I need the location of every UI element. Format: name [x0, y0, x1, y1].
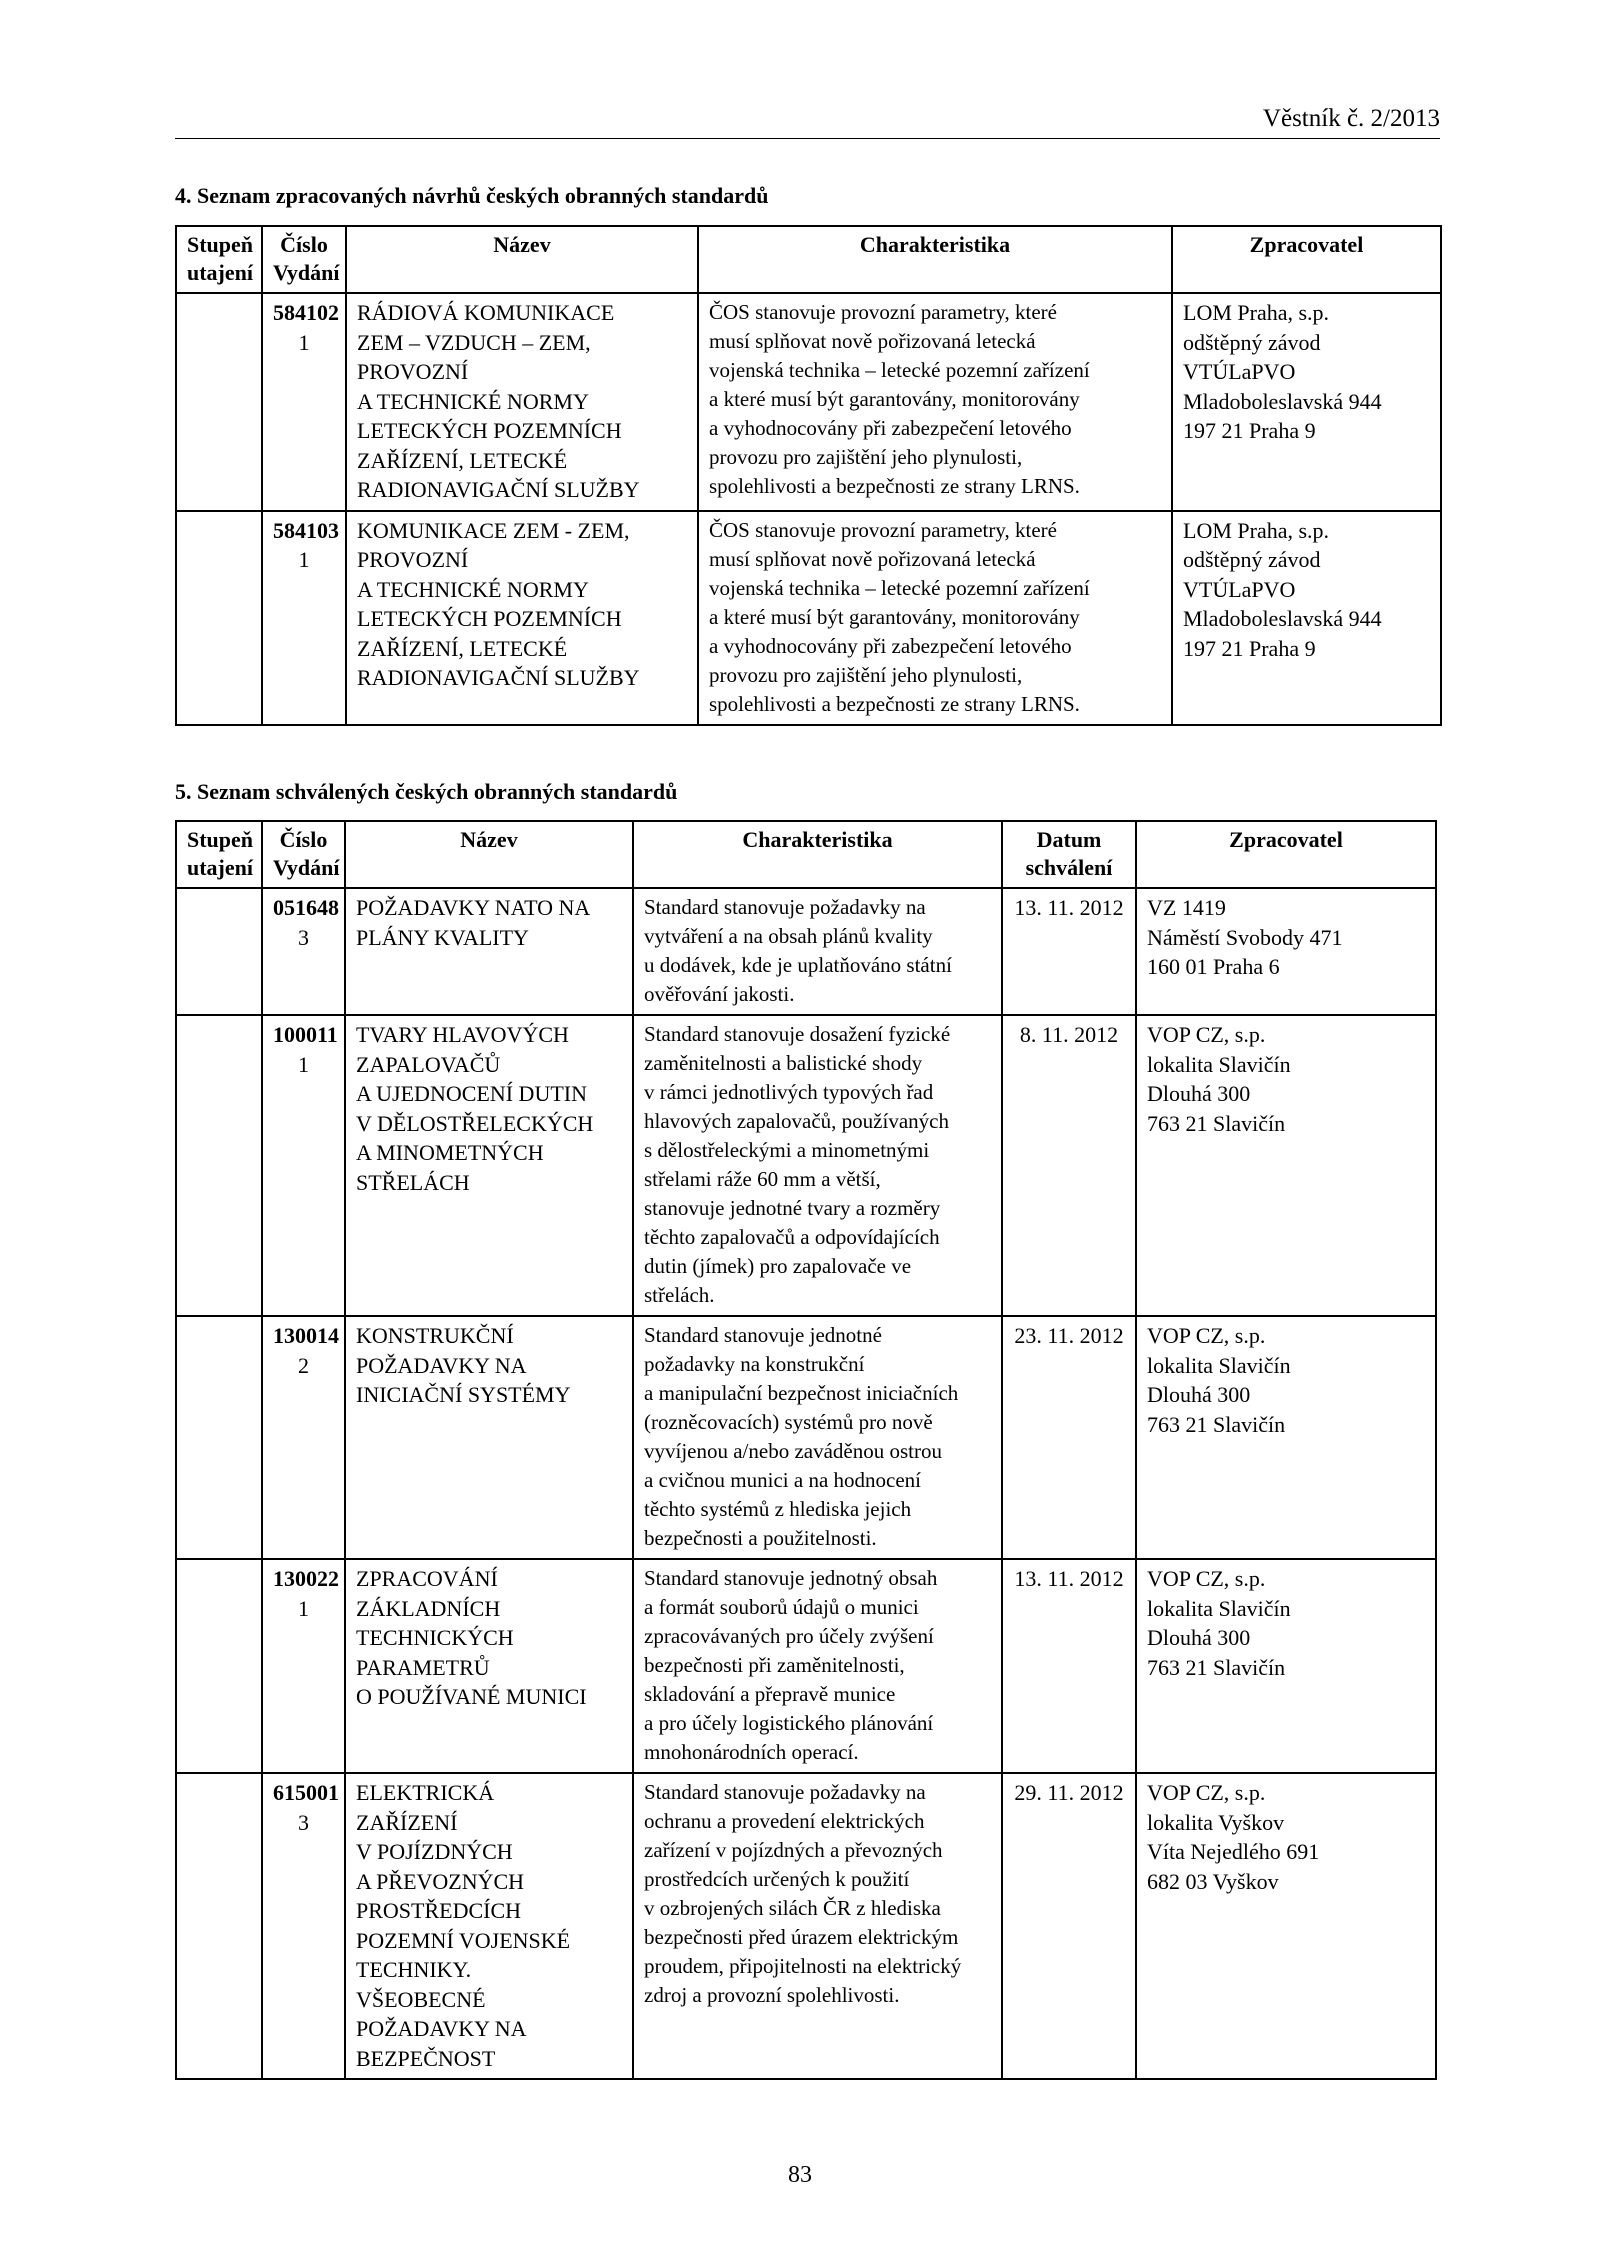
characteristics-cell	[633, 1773, 1002, 2079]
standard-number: 584102	[273, 300, 339, 325]
processor-cell	[1136, 1559, 1436, 1773]
draft-standards-body	[176, 293, 1441, 725]
cell-line: VTÚLaPVO	[1183, 359, 1296, 384]
cell-line: hlavových zapalovačů, používaných	[644, 1109, 949, 1133]
cell-line: skladování a přepravě munice	[644, 1682, 896, 1706]
cell-line: lokalita Slavičín	[1147, 1595, 1291, 1621]
cell-line: ZAŘÍZENÍ, LETECKÉ	[357, 635, 568, 661]
table-header-row	[176, 821, 1436, 888]
processor-cell-lines	[1147, 1564, 1425, 1682]
cell-line: vytváření a na obsah plánů kvality	[644, 924, 933, 948]
cell-line: střelách.	[644, 1283, 715, 1307]
cell-line: zdroj a provozní spolehlivosti.	[644, 1983, 900, 2007]
cell-line: lokalita Vyškov	[1147, 1809, 1285, 1835]
cell-line: RÁDIOVÁ KOMUNIKACE	[357, 300, 615, 325]
cell-line: v ozbrojených silách ČR z hlediska	[644, 1896, 941, 1920]
processor-cell-lines	[1183, 298, 1430, 446]
col-approval-date-header	[1002, 821, 1136, 888]
edition-number: 2	[298, 1352, 309, 1378]
cell-line: lokalita Slavičín	[1147, 1352, 1291, 1378]
cell-line: bezpečnosti při zaměnitelnosti,	[644, 1653, 905, 1677]
header-line: Stupeň	[187, 827, 254, 852]
classification-cell	[176, 1773, 262, 2079]
standard-number-lines	[273, 1321, 339, 1380]
standard-number: 100011	[273, 1022, 338, 1047]
characteristics-cell	[698, 293, 1172, 511]
col-processor-header: Zpracovatel	[1136, 821, 1436, 888]
cell-line: provozu pro zajištění jeho plynulosti,	[709, 662, 1023, 687]
cell-line: A TECHNICKÉ NORMY	[357, 388, 589, 414]
classification-cell	[176, 888, 262, 1015]
standard-number-lines	[273, 1778, 339, 1837]
approval-date-cell: 8. 11. 2012	[1002, 1015, 1136, 1316]
cell-line: požadavky na konstrukční	[644, 1352, 865, 1376]
cell-line: RADIONAVIGAČNÍ SLUŽBY	[357, 477, 640, 502]
characteristics-cell	[633, 888, 1002, 1015]
cell-line: vojenská technika – letecké pozemní zařízení	[709, 575, 1090, 600]
title-cell	[346, 511, 698, 725]
cell-line: A TECHNICKÉ NORMY	[357, 576, 589, 602]
cell-line: mnohonárodních operací.	[644, 1740, 859, 1764]
cell-line: V DĚLOSTŘELECKÝCH	[356, 1110, 594, 1136]
cell-line: Standard stanovuje jednotné	[644, 1323, 882, 1347]
cell-line: POŽADAVKY NA	[356, 1352, 527, 1378]
standard-number-lines	[273, 298, 339, 357]
cell-line: ochranu a provedení elektrických	[644, 1809, 925, 1833]
col-title-header: Název	[345, 821, 633, 888]
col-classification-header	[176, 821, 262, 888]
cell-line: A UJEDNOCENÍ DUTIN	[356, 1081, 587, 1106]
cell-line: střelami ráže 60 mm a větší,	[644, 1167, 881, 1191]
approved-standards-body	[176, 888, 1436, 2079]
standard-number-cell	[262, 511, 346, 725]
cell-line: 682 03 Vyškov	[1147, 1868, 1279, 1894]
standard-number-cell	[262, 1316, 345, 1559]
cell-line: a cvičnou munici a na hodnocení	[644, 1468, 921, 1492]
cell-line: vojenská technika – letecké pozemní zařízení	[709, 358, 1090, 382]
processor-cell	[1172, 293, 1441, 511]
cell-line: (rozněcovacích) systémů pro nově	[644, 1410, 933, 1434]
cell-line: ověřování jakosti.	[644, 982, 795, 1006]
cell-line: 197 21 Praha 9	[1183, 635, 1316, 661]
cell-line: TECHNIKY.	[356, 1957, 472, 1982]
cell-line: musí splňovat nově pořizovaná letecká	[709, 546, 1036, 571]
processor-cell-lines	[1147, 1778, 1425, 1896]
cell-line: LOM Praha, s.p.	[1183, 300, 1330, 325]
cell-line: odštěpný závod	[1183, 329, 1321, 355]
cell-line: a vyhodnocovány při zabezpečení letového	[709, 416, 1072, 440]
characteristics-cell-lines	[709, 298, 1161, 501]
cell-line: musí splňovat nově pořizovaná letecká	[709, 329, 1036, 353]
cell-line: zařízení v pojízdných a převozných	[644, 1838, 943, 1862]
standard-number: 584103	[273, 517, 339, 543]
title-cell-lines	[356, 1321, 622, 1410]
cell-line: POŽADAVKY NA	[356, 2016, 527, 2041]
characteristics-cell	[633, 1015, 1002, 1316]
approval-date-cell: 13. 11. 2012	[1002, 1559, 1136, 1773]
cell-line: PROVOZNÍ	[357, 547, 469, 572]
approval-date-cell: 23. 11. 2012	[1002, 1316, 1136, 1559]
characteristics-cell-lines	[644, 1564, 991, 1767]
title-cell	[345, 1559, 633, 1773]
cell-line: VOP CZ, s.p.	[1147, 1022, 1266, 1047]
standard-number-lines	[273, 516, 339, 575]
table-row	[176, 1559, 1436, 1773]
processor-cell	[1136, 888, 1436, 1015]
cell-line: VOP CZ, s.p.	[1147, 1566, 1266, 1591]
processor-cell-lines	[1147, 1020, 1425, 1138]
table-row	[176, 1773, 1436, 2079]
cell-line: PARAMETRŮ	[356, 1654, 490, 1680]
cell-line: dutin (jímek) pro zapalovače ve	[644, 1254, 912, 1278]
cell-line: prostředcích určených k použití	[644, 1867, 910, 1891]
col-characteristics-header: Charakteristika	[633, 821, 1002, 888]
col-number-header	[262, 821, 345, 888]
cell-line: a vyhodnocovány při zabezpečení letového	[709, 633, 1072, 658]
cell-line: ELEKTRICKÁ	[356, 1780, 495, 1805]
cell-line: Dlouhá 300	[1147, 1382, 1251, 1407]
standard-number: 130014	[273, 1323, 339, 1348]
header-line: Číslo	[280, 232, 328, 257]
cell-line: TECHNICKÝCH	[356, 1625, 514, 1650]
table-row	[176, 1015, 1436, 1316]
cell-line: těchto zapalovačů a odpovídajících	[644, 1225, 940, 1249]
cell-line: bezpečnosti a použitelnosti.	[644, 1526, 877, 1550]
standard-number-lines	[273, 1564, 339, 1623]
cell-line: VOP CZ, s.p.	[1147, 1323, 1266, 1348]
standard-number-lines	[273, 893, 339, 952]
cell-line: A MINOMETNÝCH	[356, 1140, 544, 1165]
standard-number-cell	[262, 888, 345, 1015]
col-processor-header: Zpracovatel	[1172, 226, 1441, 293]
cell-line: zpracovávaných pro účely zvýšení	[644, 1624, 934, 1648]
cell-line: Mladoboleslavská 944	[1183, 388, 1382, 414]
processor-cell	[1172, 511, 1441, 725]
cell-line: a pro účely logistického plánování	[644, 1711, 934, 1735]
cell-line: odštěpný závod	[1183, 547, 1321, 572]
cell-line: ZAŘÍZENÍ	[356, 1809, 458, 1835]
cell-line: ZPRACOVÁNÍ	[356, 1566, 498, 1591]
cell-line: TVARY HLAVOVÝCH	[356, 1022, 569, 1047]
table-header-row	[176, 226, 1441, 293]
table-row	[176, 888, 1436, 1015]
processor-cell	[1136, 1316, 1436, 1559]
col-classification-header	[176, 226, 262, 293]
header-line: utajení	[187, 260, 253, 285]
page-number: 83	[788, 2162, 812, 2188]
processor-cell	[1136, 1773, 1436, 2079]
cell-line: KOMUNIKACE ZEM - ZEM,	[357, 517, 630, 543]
cell-line: a které musí být garantovány, monitorovány	[709, 387, 1080, 411]
title-cell	[346, 293, 698, 511]
title-cell-lines	[356, 1020, 622, 1197]
standard-number-cell	[262, 1559, 345, 1773]
cell-line: PROVOZNÍ	[357, 359, 469, 384]
cell-line: KONSTRUKČNÍ	[356, 1323, 514, 1348]
section-5-heading: 5. Seznam schválených českých obranných standardů	[175, 779, 678, 804]
header-line: schválení	[1025, 855, 1113, 880]
title-cell-lines	[357, 516, 687, 693]
header-line: Datum	[1036, 827, 1102, 852]
cell-line: VŠEOBECNÉ	[356, 1986, 486, 2012]
approval-date-cell: 13. 11. 2012	[1002, 888, 1136, 1015]
processor-cell	[1136, 1015, 1436, 1316]
header-line: utajení	[187, 855, 253, 880]
cell-line: 197 21 Praha 9	[1183, 418, 1316, 443]
header-line: Vydání	[273, 855, 340, 880]
title-cell-lines	[357, 298, 687, 505]
cell-line: VOP CZ, s.p.	[1147, 1780, 1266, 1805]
standard-number-cell	[262, 1015, 345, 1316]
cell-line: stanovuje jednotné tvary a rozměry	[644, 1196, 941, 1220]
classification-cell	[176, 511, 262, 725]
cell-line: PROSTŘEDCÍCH	[356, 1898, 522, 1923]
cell-line: u dodávek, kde je uplatňováno státní	[644, 953, 952, 977]
standard-number-lines	[273, 1020, 338, 1079]
cell-line: ZEM – VZDUCH – ZEM,	[357, 329, 591, 355]
cell-line: Náměstí Svobody 471	[1147, 924, 1343, 950]
cell-line: Dlouhá 300	[1147, 1081, 1251, 1106]
cell-line: O POUŽÍVANÉ MUNICI	[356, 1684, 587, 1709]
table-row	[176, 293, 1441, 511]
cell-line: LOM Praha, s.p.	[1183, 517, 1330, 543]
edition-number: 1	[298, 1051, 309, 1077]
edition-number: 3	[298, 1809, 309, 1835]
approved-standards-table	[175, 820, 1437, 2080]
title-cell-lines	[356, 1778, 622, 2073]
cell-line: 160 01 Praha 6	[1147, 954, 1280, 979]
characteristics-cell-lines	[644, 893, 991, 1009]
cell-line: LETECKÝCH POZEMNÍCH	[357, 418, 622, 443]
table-row	[176, 511, 1441, 725]
cell-line: ČOS stanovuje provozní parametry, které	[709, 300, 1057, 324]
cell-line: Mladoboleslavská 944	[1183, 606, 1382, 631]
col-number-header	[262, 226, 346, 293]
cell-line: lokalita Slavičín	[1147, 1051, 1291, 1077]
cell-line: A PŘEVOZNÝCH	[356, 1868, 525, 1894]
cell-line: LETECKÝCH POZEMNÍCH	[357, 606, 622, 631]
title-cell-lines	[356, 1564, 622, 1712]
cell-line: ČOS stanovuje provozní parametry, které	[709, 517, 1057, 542]
cell-line: VZ 1419	[1147, 895, 1226, 920]
title-cell	[345, 1316, 633, 1559]
cell-line: V POJÍZDNÝCH	[356, 1839, 513, 1864]
cell-line: spolehlivosti a bezpečnosti ze strany LRNS.	[709, 474, 1080, 498]
col-characteristics-header: Charakteristika	[698, 226, 1172, 293]
cell-line: 763 21 Slavičín	[1147, 1110, 1286, 1136]
cell-line: POZEMNÍ VOJENSKÉ	[356, 1927, 571, 1953]
title-cell	[345, 888, 633, 1015]
cell-line: Dlouhá 300	[1147, 1625, 1251, 1650]
cell-line: STŘELÁCH	[356, 1169, 470, 1195]
standard-number-cell	[262, 293, 346, 511]
cell-line: 763 21 Slavičín	[1147, 1411, 1286, 1437]
cell-line: a formát souborů údajů o munici	[644, 1595, 919, 1619]
cell-line: PLÁNY KVALITY	[356, 924, 529, 950]
characteristics-cell-lines	[644, 1020, 991, 1310]
standard-number: 615001	[273, 1780, 339, 1805]
cell-line: Standard stanovuje dosažení fyzické	[644, 1022, 951, 1046]
edition-number: 1	[298, 329, 310, 355]
standard-number: 051648	[273, 895, 339, 920]
cell-line: a které musí být garantovány, monitorovány	[709, 604, 1080, 629]
cell-line: Standard stanovuje požadavky na	[644, 1780, 926, 1804]
cell-line: spolehlivosti a bezpečnosti ze strany LRNS.	[709, 691, 1080, 716]
cell-line: ZÁKLADNÍCH	[356, 1595, 501, 1621]
cell-line: BEZPEČNOST	[356, 2045, 496, 2071]
cell-line: s dělostřeleckými a minometnými	[644, 1138, 930, 1162]
journal-issue: Věstník č. 2/2013	[1262, 105, 1440, 132]
standard-number: 130022	[273, 1566, 339, 1591]
cell-line: proudem, připojitelnosti na elektrický	[644, 1954, 962, 1978]
cell-line: těchto systémů z hlediska jejich	[644, 1497, 912, 1521]
characteristics-cell-lines	[709, 516, 1161, 719]
title-cell-lines	[356, 893, 622, 952]
cell-line: zaměnitelnosti a balistické shody	[644, 1051, 923, 1075]
cell-line: VTÚLaPVO	[1183, 576, 1296, 602]
edition-number: 1	[298, 1595, 309, 1621]
processor-cell-lines	[1147, 893, 1425, 982]
processor-cell-lines	[1183, 516, 1430, 664]
title-cell	[345, 1015, 633, 1316]
characteristics-cell	[633, 1559, 1002, 1773]
cell-line: ZAŘÍZENÍ, LETECKÉ	[357, 447, 568, 473]
cell-line: POŽADAVKY NATO NA	[356, 895, 591, 920]
cell-line: ZAPALOVAČŮ	[356, 1051, 501, 1077]
header-line: Číslo	[279, 827, 328, 852]
cell-line: 763 21 Slavičín	[1147, 1654, 1286, 1680]
cell-line: Víta Nejedlého 691	[1147, 1839, 1320, 1864]
characteristics-cell-lines	[644, 1321, 991, 1553]
classification-cell	[176, 293, 262, 511]
cell-line: a manipulační bezpečnost iniciačních	[644, 1381, 959, 1405]
cell-line: vyvíjenou a/nebo zaváděnou ostrou	[644, 1439, 942, 1463]
approval-date-cell: 29. 11. 2012	[1002, 1773, 1136, 2079]
standard-number-cell	[262, 1773, 345, 2079]
characteristics-cell-lines	[644, 1778, 991, 2010]
edition-number: 1	[298, 547, 310, 572]
classification-cell	[176, 1015, 262, 1316]
classification-cell	[176, 1559, 262, 1773]
running-header	[175, 100, 1440, 139]
classification-cell	[176, 1316, 262, 1559]
cell-line: INICIAČNÍ SYSTÉMY	[356, 1382, 571, 1407]
title-cell	[345, 1773, 633, 2079]
processor-cell-lines	[1147, 1321, 1425, 1439]
table-row	[176, 1316, 1436, 1559]
edition-number: 3	[298, 924, 309, 950]
characteristics-cell	[698, 511, 1172, 725]
cell-line: v rámci jednotlivých typových řad	[644, 1080, 934, 1104]
cell-line: provozu pro zajištění jeho plynulosti,	[709, 445, 1023, 469]
section-4-heading: 4. Seznam zpracovaných návrhů českých obranných standardů	[175, 183, 769, 208]
cell-line: Standard stanovuje jednotný obsah	[644, 1566, 938, 1590]
cell-line: bezpečnosti před úrazem elektrickým	[644, 1925, 959, 1949]
header-line: Stupeň	[187, 232, 254, 257]
col-title-header: Název	[346, 226, 698, 293]
draft-standards-table	[175, 225, 1442, 726]
cell-line: Standard stanovuje požadavky na	[644, 895, 926, 919]
cell-line: RADIONAVIGAČNÍ SLUŽBY	[357, 665, 640, 690]
characteristics-cell	[633, 1316, 1002, 1559]
header-line: Vydání	[273, 260, 340, 285]
